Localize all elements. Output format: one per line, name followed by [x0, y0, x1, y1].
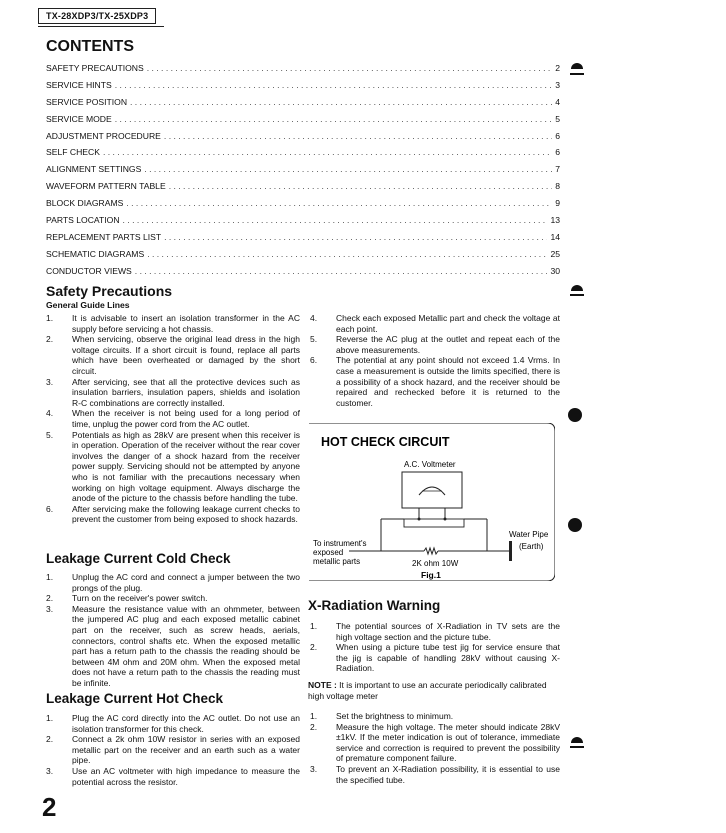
item-number: 5. — [310, 334, 318, 345]
toc-title: WAVEFORM PATTERN TABLE — [46, 181, 166, 192]
circuit-title: HOT CHECK CIRCUIT — [321, 435, 450, 449]
toc-row[interactable] — [46, 232, 560, 249]
figure-caption: Fig.1 — [421, 570, 441, 580]
item-number: 1. — [46, 313, 54, 323]
item-text: To prevent an X-Radiation possibility, it is essential to use the specified tube. — [336, 763, 560, 785]
item-text: Set the brightness to minimum. — [336, 711, 454, 721]
xray-title: X-Radiation Warning — [308, 598, 441, 613]
item-number: 4. — [310, 313, 318, 323]
list-item — [46, 766, 300, 787]
toc-row[interactable] — [46, 249, 560, 266]
list-item — [310, 334, 560, 355]
item-text: When servicing, observe the original lead dress in the high voltage circuits. If a short circuit is found, replace all parts which have been overheated or damaged by the short circuit. — [72, 334, 300, 376]
list-item — [46, 377, 300, 409]
punch-hole-icon — [570, 284, 584, 298]
toc-leader — [144, 164, 552, 174]
hot-check-title: Leakage Current Hot Check — [46, 691, 224, 706]
toc-page: 6 — [555, 147, 560, 158]
toc-title: PARTS LOCATION — [46, 215, 120, 226]
contents-list — [46, 63, 560, 283]
cold-check-title: Leakage Current Cold Check — [46, 551, 231, 566]
water-pipe-icon — [509, 541, 512, 561]
toc-leader — [164, 131, 552, 141]
toc-page: 3 — [555, 79, 560, 90]
resistor-label: 2K ohm 10W — [412, 559, 459, 568]
cold-check-list — [46, 572, 300, 689]
toc-row[interactable] — [46, 266, 560, 283]
item-number: 1. — [310, 711, 318, 721]
toc-row[interactable] — [46, 164, 560, 181]
instrument-label-1: To instrument's — [313, 539, 367, 548]
item-number: 1. — [46, 572, 54, 582]
list-item — [310, 711, 560, 722]
contents-title: CONTENTS — [46, 38, 134, 55]
list-item — [46, 334, 300, 376]
header-rule — [38, 26, 164, 27]
toc-page: 13 — [550, 215, 560, 226]
item-number: 2. — [46, 334, 54, 345]
item-text: When using a picture tube test jig for service ensure that the jig is capable of handling 28kV without causing X-Radiation. — [336, 642, 560, 674]
toc-title: ADJUSTMENT PROCEDURE — [46, 130, 161, 141]
item-text: Turn on the receiver's power switch. — [72, 593, 208, 604]
toc-leader — [147, 249, 547, 259]
toc-title: SERVICE MODE — [46, 113, 112, 124]
hot-check-circuit — [309, 423, 555, 581]
item-text: Plug the AC cord directly into the AC outlet. Do not use an isolation transformer for this check. — [72, 713, 300, 734]
item-number: 3. — [46, 603, 54, 614]
item-number: 2. — [46, 734, 54, 745]
item-text: Measure the high voltage. The meter should indicate 28kV ±1kV. If the meter indication is out of tolerance, immediate service and correction is required to prevent the possibility of premature component failure. — [336, 721, 560, 764]
list-item — [310, 722, 560, 764]
item-text: Connect a 2k ohm 10W resistor in series with an exposed metallic part on the receiver and an earth such as a water pipe. — [72, 734, 300, 766]
binding-dot-icon — [568, 408, 582, 422]
safety-list — [46, 313, 300, 525]
toc-title: SELF CHECK — [46, 147, 100, 158]
list-item — [46, 604, 300, 689]
item-text: Measure the resistance value with an ohmmeter, between the jumpered AC plug and each exposed metallic cabinet part on the receiver, such as screw heads, aerials, connectors, control shafts etc. When the exposed metallic part has a return path to the chassis the reading should be between 4M ohm and 20M ohm. When the exposed metal does not have a return path to the chassis the reading must be infinite. — [72, 603, 300, 688]
item-text: The potential sources of X-Radiation in TV sets are the high voltage section and the picture tube. — [336, 621, 560, 642]
item-text: After servicing, see that all the protective devices such as insulation barriers, insulation papers, shields and isolation R-C combinations are correctly installed. — [72, 376, 300, 408]
item-number: 5. — [46, 429, 54, 440]
toc-leader — [130, 97, 552, 107]
punch-hole-icon — [570, 62, 584, 76]
hot-check-list — [46, 713, 300, 787]
toc-title: SAFETY PRECAUTIONS — [46, 63, 144, 73]
list-item — [46, 593, 300, 604]
toc-page: 8 — [555, 181, 560, 192]
item-number: 2. — [310, 721, 318, 732]
toc-row[interactable] — [46, 97, 560, 114]
toc-row[interactable] — [46, 131, 560, 148]
item-text: The potential at any point should not exceed 1.4 Vrms. In case a measurement is outside the limits specified, there is a possibility of a shock hazard, and the receiver should be repaired and rechecked before it is returned to the customer. — [336, 355, 560, 408]
toc-title: SERVICE HINTS — [46, 79, 112, 90]
xray-list — [310, 621, 560, 674]
resistor-icon — [424, 548, 438, 554]
item-text: Potentials as high as 28kV are present when this receiver is in operation. Operation of the receiver without the rear cover involves the danger of a shock hazard from the receiver power supply. Servicing should not be attempted by anyone who is not familiar with the precautions necessary when working on high voltage equipment. Always discharge the anode of the picture to the chassis before handling the tube. — [72, 429, 300, 504]
list-item — [46, 430, 300, 504]
item-number: 1. — [310, 621, 318, 631]
toc-title: BLOCK DIAGRAMS — [46, 198, 124, 209]
toc-title: SCHEMATIC DIAGRAMS — [46, 248, 145, 259]
list-item — [46, 734, 300, 766]
item-number: 6. — [46, 503, 54, 514]
toc-page: 7 — [555, 164, 560, 175]
toc-title: SERVICE POSITION — [46, 96, 128, 107]
punch-hole-icon — [570, 736, 584, 750]
toc-row[interactable] — [46, 114, 560, 131]
list-item — [310, 642, 560, 674]
toc-page: 5 — [555, 113, 560, 124]
toc-leader — [103, 147, 552, 157]
toc-title: CONDUCTOR VIEWS — [46, 265, 132, 276]
item-number: 4. — [46, 408, 54, 419]
toc-leader — [135, 266, 548, 276]
toc-page: 4 — [555, 96, 560, 107]
safety-subtitle: General Guide Lines — [46, 300, 130, 310]
toc-page: 6 — [555, 130, 560, 141]
toc-row[interactable] — [46, 181, 560, 198]
list-item — [46, 408, 300, 429]
toc-leader — [169, 181, 553, 191]
list-item — [46, 572, 300, 593]
safety-title: Safety Precautions — [46, 283, 173, 299]
xray-procedure-list — [310, 711, 560, 785]
list-item — [46, 713, 300, 734]
toc-page: 2 — [555, 63, 560, 73]
item-text: Reverse the AC plug at the outlet and repeat each of the above measurements. — [336, 334, 560, 355]
toc-leader — [115, 114, 552, 124]
toc-row[interactable] — [46, 215, 560, 232]
toc-row[interactable] — [46, 80, 560, 97]
item-text: After servicing make the following leakage current checks to prevent the customer from being exposed to shock hazards. — [72, 503, 300, 525]
toc-leader — [123, 215, 548, 225]
safety-list-continued — [310, 313, 560, 408]
item-text: Unplug the AC cord and connect a jumper between the two prongs of the plug. — [72, 572, 300, 593]
list-item — [310, 764, 560, 785]
list-item — [46, 504, 300, 525]
list-item — [310, 313, 560, 334]
list-item — [310, 355, 560, 408]
item-number: 6. — [310, 355, 318, 366]
voltmeter-label: A.C. Voltmeter — [404, 460, 456, 469]
item-text: It is advisable to insert an isolation transformer in the AC supply before servicing a hot chassis. — [72, 313, 300, 334]
item-text: Use an AC voltmeter with high impedance to measure the potential across the resistor. — [72, 765, 300, 787]
item-number: 3. — [46, 376, 54, 387]
toc-title: REPLACEMENT PARTS LIST — [46, 231, 162, 242]
page-number: 2 — [42, 792, 57, 822]
list-item — [46, 313, 300, 334]
item-number: 3. — [310, 763, 318, 774]
binding-dot-icon — [568, 518, 582, 532]
toc-title: ALIGNMENT SETTINGS — [46, 164, 142, 175]
toc-page: 30 — [550, 265, 560, 276]
toc-row[interactable] — [46, 198, 560, 215]
toc-leader — [115, 80, 552, 90]
toc-row[interactable] — [46, 147, 560, 164]
item-number: 1. — [46, 713, 54, 723]
model-label: TX-28XDP3/TX-25XDP3 — [38, 8, 156, 24]
instrument-label-3: metallic parts — [313, 557, 361, 566]
xray-note: NOTE : It is important to use an accurate periodically calibrated high voltage meter — [308, 680, 547, 701]
toc-leader — [126, 198, 552, 208]
toc-leader — [147, 63, 552, 73]
earth-label: (Earth) — [519, 542, 544, 551]
instrument-label-2: exposed — [313, 548, 344, 557]
water-pipe-label: Water Pipe — [509, 530, 549, 539]
list-item — [310, 621, 560, 642]
item-number: 3. — [46, 765, 54, 776]
toc-page: 25 — [550, 248, 560, 259]
voltmeter-box — [402, 472, 462, 508]
toc-page: 14 — [550, 231, 560, 242]
item-number: 2. — [310, 642, 318, 653]
item-number: 2. — [46, 593, 54, 604]
toc-page: 9 — [555, 198, 560, 209]
item-text: When the receiver is not being used for a long period of time, unplug the power cord from the AC outlet. — [72, 408, 300, 429]
toc-row[interactable] — [46, 63, 560, 80]
item-text: Check each exposed Metallic part and check the voltage at each point. — [336, 313, 560, 334]
toc-leader — [164, 232, 547, 242]
